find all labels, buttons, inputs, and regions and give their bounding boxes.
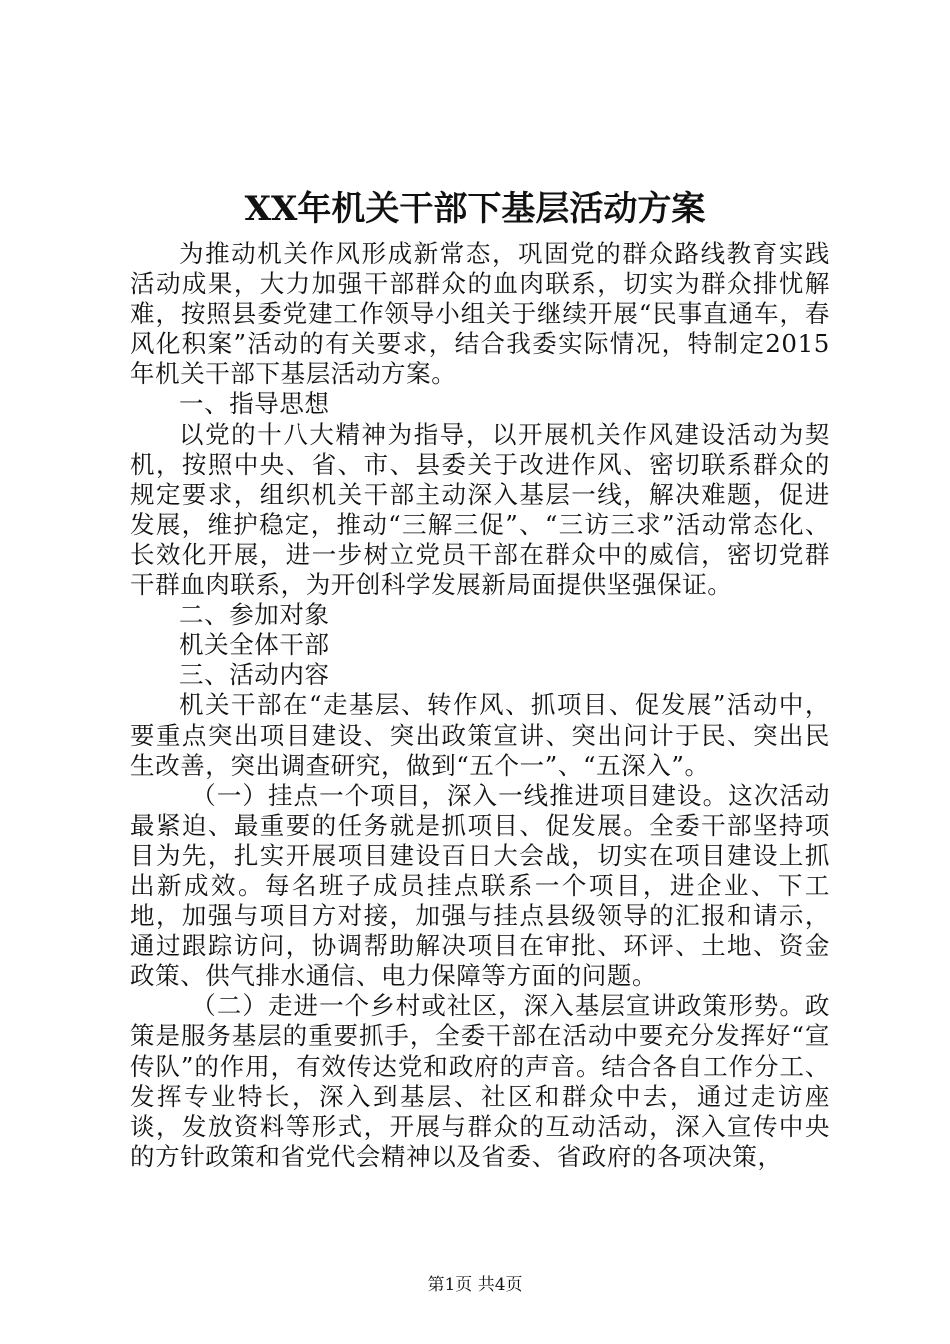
paragraph-participants: 机关全体干部 (179, 630, 330, 660)
heading-participants: 二、参加对象 (179, 600, 330, 630)
document-title: XX年机关干部下基层活动方案 (244, 189, 706, 229)
paragraph-activity-content: 机关干部在“走基层、转作风、抓项目、促发展”活动中，要重点突出项目建设、突出政策宣讲、突出问计于民、突出民生改善，突出调查研究，做到“五个一”、“五深入”。 (130, 690, 830, 780)
document-body (130, 239, 830, 1172)
paragraph-guiding-ideology: 以党的十八大精神为指导，以开展机关作风建设活动为契机，按照中央、省、市、县委关于改进作风、密切联系群众的规定要求，组织机关干部主动深入基层一线，解决难题，促进发展，维护稳定，推动“三解三促”、“三访三求”活动常态化、长效化开展，进一步树立党员干部在群众中的威信，密切党群干群血肉联系，为开创科学发展新局面提供坚强保证。 (130, 419, 830, 600)
paragraph-item-2: （二）走进一个乡村或社区，深入基层宣讲政策形势。政策是服务基层的重要抓手，全委干部在活动中要充分发挥好“宣传队”的作用，有效传达党和政府的声音。结合各自工作分工、发挥专业特长，深入到基层、社区和群众中去，通过走访座谈，发放资料等形式，开展与群众的互动活动，深入宣传中央的方针政策和省党代会精神以及省委、省政府的各项决策， (130, 991, 830, 1171)
page-number-footer: 第1页 共4页 (427, 1275, 523, 1295)
paragraph-intro: 为推动机关作风形成新常态，巩固党的群众路线教育实践活动成果，大力加强干部群众的血肉联系，切实为群众排忧解难，按照县委党建工作领导小组关于继续开展“民事直通车，春风化积案”活动的有关要求，结合我委实际情况，特制定2015年机关干部下基层活动方案。 (130, 239, 830, 389)
heading-activity-content: 三、活动内容 (179, 660, 330, 690)
paragraph-item-1: （一）挂点一个项目，深入一线推进项目建设。这次活动最紧迫、最重要的任务就是抓项目、促发展。全委干部坚持项目为先，扎实开展项目建设百日大会战，切实在项目建设上抓出新成效。每名班子成员挂点联系一个项目，进企业、下工地，加强与项目方对接，加强与挂点县级领导的汇报和请示，通过跟踪访问，协调帮助解决项目在审批、环评、土地、资金政策、供气排水通信、电力保障等方面的问题。 (130, 780, 830, 991)
heading-guiding-ideology: 一、指导思想 (179, 389, 330, 419)
